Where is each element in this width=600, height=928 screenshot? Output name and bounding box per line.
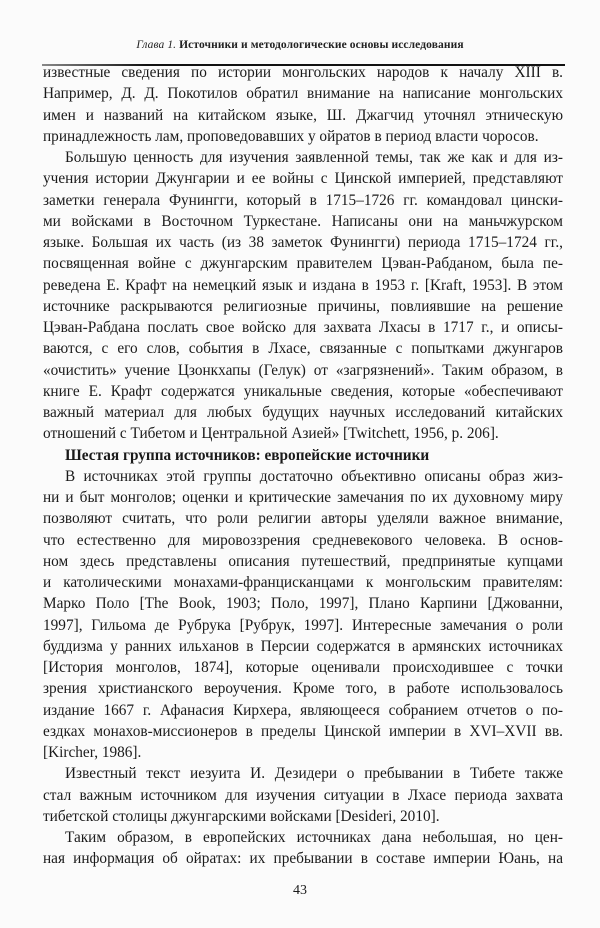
text-line: Например, Д. Д. Покотилов обратил внимание на написание монгольских — [43, 85, 563, 103]
body-text — [43, 62, 563, 870]
text-line: тибетской столицы джунгарскими войсками [Desideri, 2010]. — [43, 807, 440, 825]
text-line: важный материал для любых будущих научных исследований китайских — [43, 404, 563, 421]
text-line: источнике раскрываются религиозные причины, повлиявшие на решение — [43, 297, 563, 315]
text-line: позволяют считать, что роли религии авторы уделяли важное внимание, — [43, 510, 563, 528]
text-line: отношений с Тибетом и Центральной Азией» [Twitchett, 1956, p. 206]. — [43, 425, 499, 443]
text-line: Известный текст иезуита И. Дезидери о пребывании в Тибете также — [65, 765, 563, 783]
text-line: Таким образом, в европейских источниках дана небольшая, но цен- — [65, 829, 563, 846]
text-line: ми войсками в Восточном Туркестане. Написаны они на маньчжурском — [43, 212, 563, 230]
text-line: заметки генерала Фунингги, который в 1715–1726 гг. командовал цински- — [43, 191, 563, 209]
text-line: [Kircher, 1986]. — [43, 744, 142, 761]
text-line: Большую ценность для изучения заявленной темы, так же как и для из- — [65, 149, 563, 166]
text-line: Марко Поло [The Book, 1903; Поло, 1997], Плано Карпини [Джованни, — [43, 595, 563, 613]
text-line: стал важным источником для изучения ситуации в Лхасе периода захвата — [43, 786, 563, 804]
text-line: ни и быт монголов; оценки и критические замечания по их духовному миру — [43, 489, 563, 506]
text-line: языке. Большая их часть (из 38 заметок Фунингги) периода 1715–1724 гг., — [43, 234, 563, 251]
text-line: В источниках этой группы достаточно объективно описаны образ жиз- — [65, 467, 563, 485]
text-line: что естественно для мировоззрения средневекового человека. В основ- — [43, 531, 563, 549]
text-line: ная информация об ойратах: их пребывании в составе империи Юань, на — [43, 850, 563, 868]
text-line: «очистить» учение Цзонкхапы (Гелук) от «загрязнений». Таким образом, в — [43, 361, 563, 379]
section-heading: Шестая группа источников: европейские источники — [65, 446, 430, 464]
text-line: ездках монахов-миссионеров в пределы Цинской империи в XVI–XVII вв. — [43, 722, 563, 740]
text-line: [История монголов, 1874], которые оценивали происходившее с точки — [43, 659, 563, 676]
text-line: зрения христианского вероучения. Кроме того, в работе использовалось — [43, 680, 563, 698]
text-line: принадлежность лам, проповедовавших у ойратов в период власти чоросов. — [43, 127, 539, 145]
text-line: имен и названий на китайском языке, Ш. Джагчид уточнял этническую — [43, 106, 563, 124]
text-line: издание 1667 г. Афанасия Кирхера, являющееся собранием отчетов о по- — [43, 701, 563, 719]
text-line: ваются, с его слов, события в Лхасе, связанные с попытками джунгаров — [43, 340, 563, 358]
text-line: посвященная войне с джунгарским правителем Цэван-Рабданом, была пе- — [43, 255, 563, 273]
text-line: ном здесь представлены описания путешествий, предпринятые купцами — [43, 552, 563, 570]
chapter-title: Источники и методологические основы исследования — [179, 39, 464, 51]
running-head — [0, 39, 600, 51]
page-number: 43 — [293, 883, 307, 898]
text-line: и католическими монахами-францисканцами к монгольским правителям: — [43, 574, 563, 591]
text-line: Цэван-Рабдана послать свое войско для захвата Лхасы в 1717 г., и описы- — [43, 319, 563, 336]
text-line: реведена Е. Крафт на немецкий язык и издана в 1953 г. [Kraft, 1953]. В этом — [43, 276, 563, 294]
text-line: книге Е. Крафт содержатся уникальные сведения, которые «обеспечивают — [43, 382, 563, 400]
text-line: известные сведения по истории монгольских народов к началу XIII в. — [43, 64, 563, 81]
text-line: 1997], Гильома де Рубрука [Рубрук, 1997]. Интересные замечания о роли — [43, 616, 563, 634]
chapter-label: Глава 1. — [136, 39, 177, 51]
text-line: буддизма у ранних ильханов в Персии содержатся в армянских источниках — [43, 637, 563, 655]
text-line: учения истории Джунгарии и ее войны с Цинской империей, представляют — [43, 170, 563, 188]
